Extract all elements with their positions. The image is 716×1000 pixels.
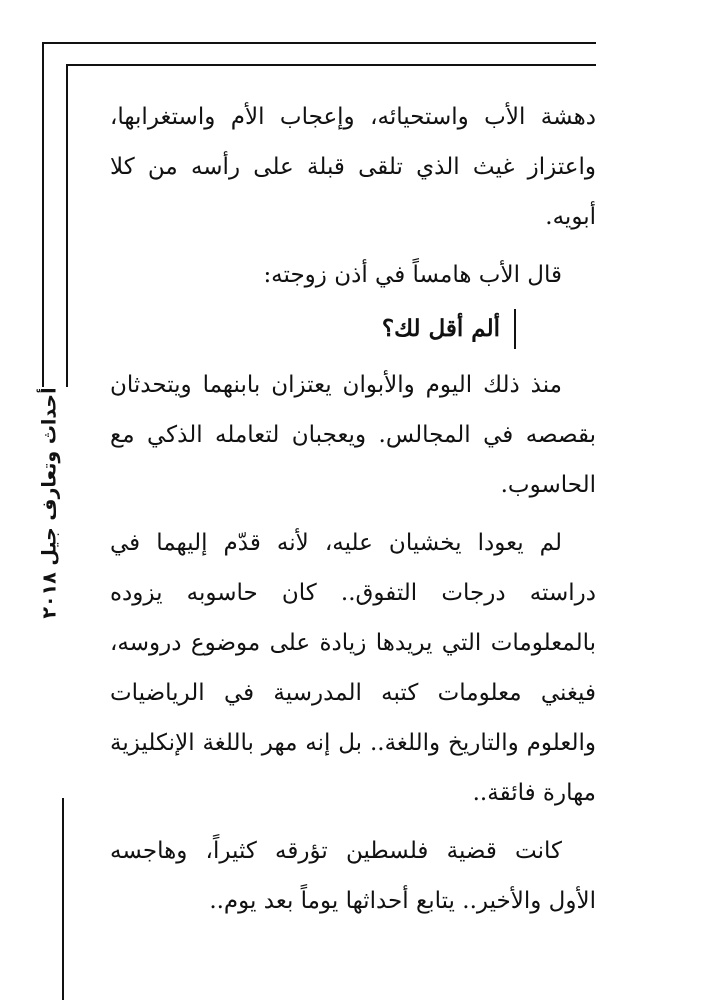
frame-top-inner-line xyxy=(66,64,596,66)
frame-left-inner-line xyxy=(66,64,68,387)
paragraph-4: لم يعودا يخشيان عليه، لأنه قدّم إليهما في دراسته درجات التفوق.. كان حاسوبه يزوده بالمعلومات التي يريدها زيادة على موضوع دروسه، فيغني معلومات كتبه المدرسية في الرياضيات والعلوم والتاريخ واللغة.. بل إنه مهر باللغة الإنكليزية مهارة فائقة.. xyxy=(110,530,596,806)
frame-left-bottom-line xyxy=(62,798,64,1000)
running-header xyxy=(30,385,70,620)
quote-block xyxy=(110,304,596,354)
page-body xyxy=(110,92,596,926)
quote-bar xyxy=(514,309,516,349)
paragraph-1: دهشة الأب واستحيائه، وإعجاب الأم واستغرابها، واعتزاز غيث الذي تلقى قبلة على رأسه من كلا أبويه. xyxy=(110,104,596,230)
paragraph-2: قال الأب هامساً في أذن زوجته: xyxy=(263,262,562,288)
paragraph-3: منذ ذلك اليوم والأبوان يعتزان بابنهما ويتحدثان بقصصه في المجالس. ويعجبان لتعامله الذكي مع الحاسوب. xyxy=(110,372,596,498)
paragraph-5: كانت قضية فلسطين تؤرقه كثيراً، وهاجسه الأول والأخير.. يتابع أحداثها يوماً بعد يوم.. xyxy=(110,838,596,914)
quote-text: ألم أقل لك؟ xyxy=(381,315,500,342)
frame-top-outer-line xyxy=(42,42,596,44)
running-header-text: أحداث وتعارف جيل ٢٠١٨ xyxy=(39,386,61,619)
frame-left-outer-line xyxy=(42,42,44,387)
